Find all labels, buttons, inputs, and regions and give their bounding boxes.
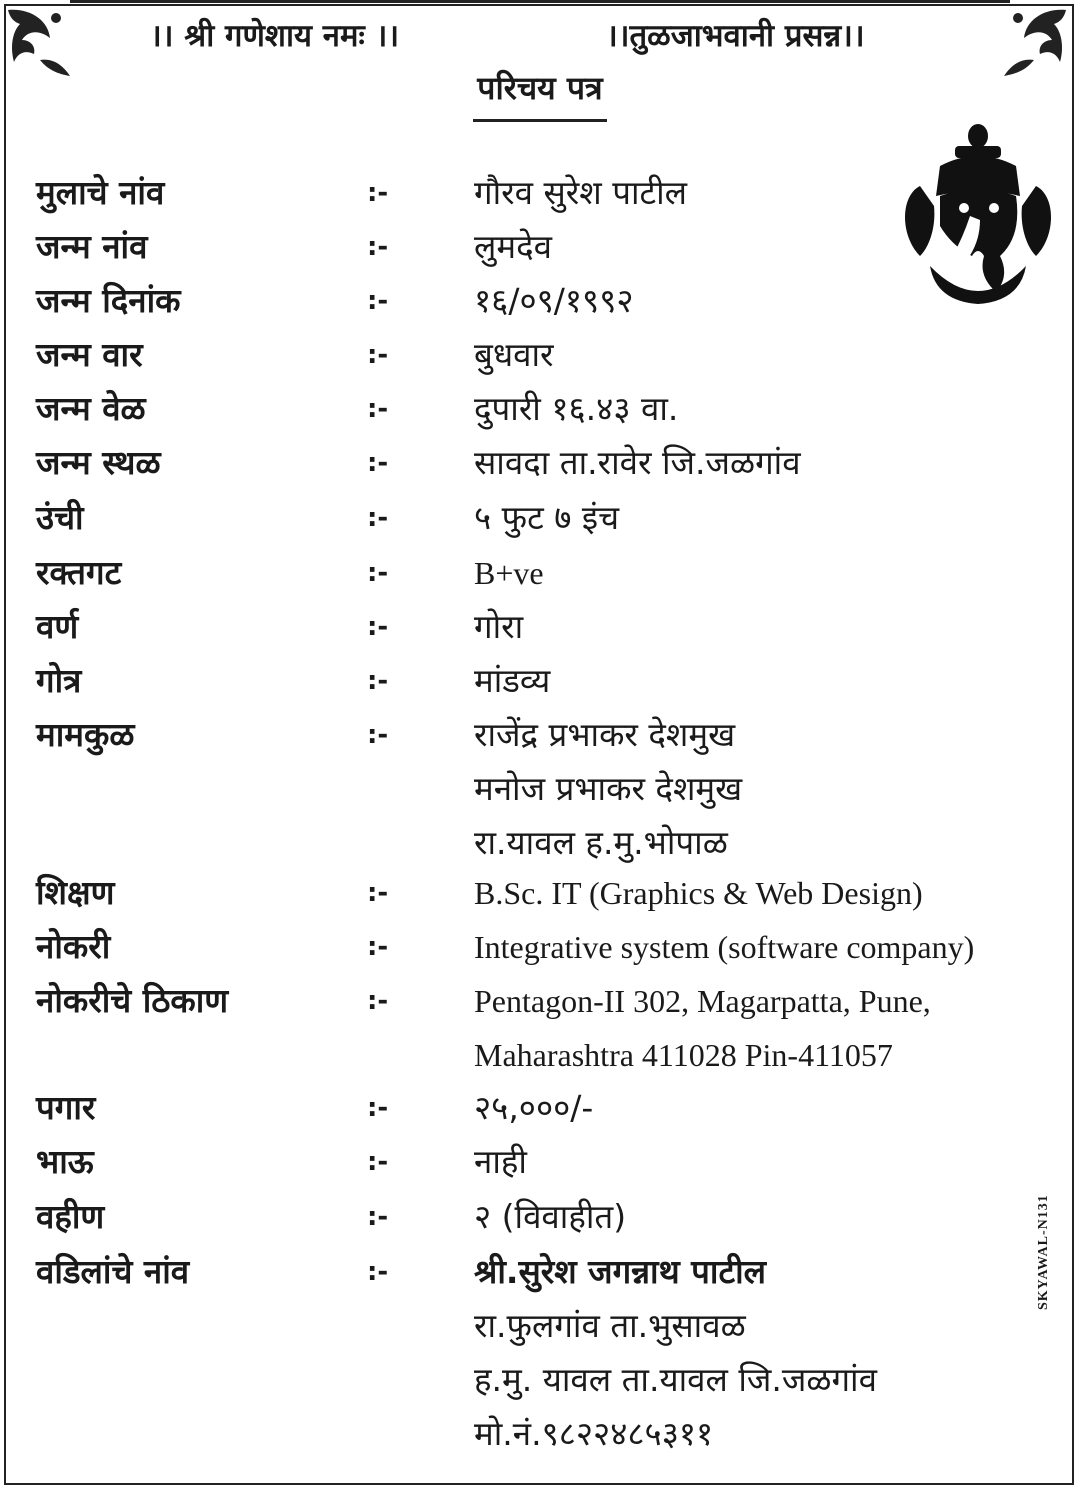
- field-separator: :-: [367, 666, 389, 696]
- field-separator: :-: [367, 1257, 389, 1287]
- field-value: Integrative system (software company): [474, 929, 975, 965]
- field-value: २ (विवाहीत): [474, 1197, 627, 1236]
- field-value: ह.मु. यावल ता.यावल जि.जळगांव: [474, 1360, 877, 1399]
- field-label: भाऊ: [36, 1142, 94, 1181]
- field-separator: :-: [367, 932, 389, 962]
- field-values: [474, 708, 742, 870]
- field-values: [474, 1190, 626, 1244]
- field-value: लुमदेव: [474, 227, 552, 266]
- field-value: B.Sc. IT (Graphics & Web Design): [474, 875, 923, 911]
- field-label: नोकरीचे ठिकाण: [36, 981, 229, 1020]
- field-separator: :-: [367, 720, 389, 750]
- field-label: जन्म वार: [36, 335, 143, 374]
- field-value: गोरा: [474, 607, 524, 646]
- field-separator: :-: [367, 878, 389, 908]
- field-value: मनोज प्रभाकर देशमुख: [474, 769, 743, 808]
- field-label: जन्म दिनांक: [36, 281, 181, 320]
- field-values: [474, 920, 974, 974]
- field-label: शिक्षण: [36, 873, 115, 912]
- field-separator: :-: [367, 232, 389, 262]
- field-label: मामकुळ: [36, 715, 135, 754]
- ganesha-icon: [900, 116, 1055, 306]
- header-invocation-right: ।।तुळजाभवानी प्रसन्न।।: [606, 18, 865, 54]
- field-value: मो.नं.९८२२४८५३११: [474, 1414, 714, 1453]
- field-separator: :-: [367, 558, 389, 588]
- field-value: श्री.सुरेश जगन्नाथ पाटील: [474, 1252, 767, 1291]
- field-value: Pentagon-II 302, Magarpatta, Pune,: [474, 983, 931, 1019]
- field-label: जन्म नांव: [36, 227, 148, 266]
- field-label: उंची: [36, 498, 84, 537]
- field-value: गौरव सुरेश पाटील: [474, 173, 688, 212]
- field-separator: :-: [367, 340, 389, 370]
- field-values: [474, 328, 554, 382]
- field-value: मांडव्य: [474, 661, 551, 700]
- field-separator: :-: [367, 986, 389, 1016]
- field-separator: :-: [367, 448, 389, 478]
- field-separator: :-: [367, 286, 389, 316]
- field-value: राजेंद्र प्रभाकर देशमुख: [474, 715, 736, 754]
- field-values: [474, 382, 678, 436]
- watermark-text: SKYAWAL-N131: [1036, 1194, 1051, 1310]
- field-values: [474, 1135, 527, 1189]
- top-rule: [70, 0, 1010, 3]
- field-label: जन्म वेळ: [36, 389, 146, 428]
- field-values: [474, 491, 619, 545]
- field-values: [474, 974, 931, 1082]
- field-label: गोत्र: [36, 661, 82, 700]
- field-values: [474, 866, 923, 920]
- field-value: B+ve: [474, 555, 544, 591]
- header-invocation-left: ।। श्री गणेशाय नमः ।।: [150, 18, 400, 54]
- field-label: वहीण: [36, 1197, 105, 1236]
- field-separator: :-: [367, 394, 389, 424]
- field-value: Maharashtra 411028 Pin-411057: [474, 1037, 893, 1073]
- field-label: मुलाचे नांव: [36, 173, 165, 212]
- field-values: [474, 654, 550, 708]
- field-values: [474, 166, 687, 220]
- field-values: [474, 436, 801, 490]
- field-separator: :-: [367, 612, 389, 642]
- field-separator: :-: [367, 503, 389, 533]
- field-values: [474, 274, 634, 328]
- field-value: रा.यावल ह.मु.भोपाळ: [474, 823, 728, 862]
- field-values: [474, 546, 544, 600]
- field-label: जन्म स्थळ: [36, 443, 161, 482]
- field-values: [474, 1245, 877, 1461]
- field-value: सावदा ता.रावेर जि.जळगांव: [474, 443, 801, 482]
- page-title: परिचय पत्र: [473, 66, 606, 122]
- field-values: [474, 220, 552, 274]
- field-separator: :-: [367, 1202, 389, 1232]
- field-value: दुपारी १६.४३ वा.: [474, 389, 679, 428]
- field-value: २५,०००/-: [474, 1088, 594, 1127]
- field-value: रा.फुलगांव ता.भुसावळ: [474, 1306, 746, 1345]
- field-label: नोकरी: [36, 927, 111, 966]
- field-value: ५ फुट ७ इंच: [474, 498, 620, 537]
- field-value: १६/०९/१९९२: [474, 281, 634, 320]
- field-values: [474, 1081, 593, 1135]
- field-value: बुधवार: [474, 335, 554, 374]
- field-value: नाही: [474, 1142, 527, 1181]
- field-label: वडिलांचे नांव: [36, 1252, 190, 1291]
- field-label: पगार: [36, 1088, 96, 1127]
- field-separator: :-: [367, 1093, 389, 1123]
- field-label: वर्ण: [36, 607, 79, 646]
- field-separator: :-: [367, 178, 389, 208]
- field-label: रक्तगट: [36, 553, 122, 592]
- field-separator: :-: [367, 1147, 389, 1177]
- field-values: [474, 600, 523, 654]
